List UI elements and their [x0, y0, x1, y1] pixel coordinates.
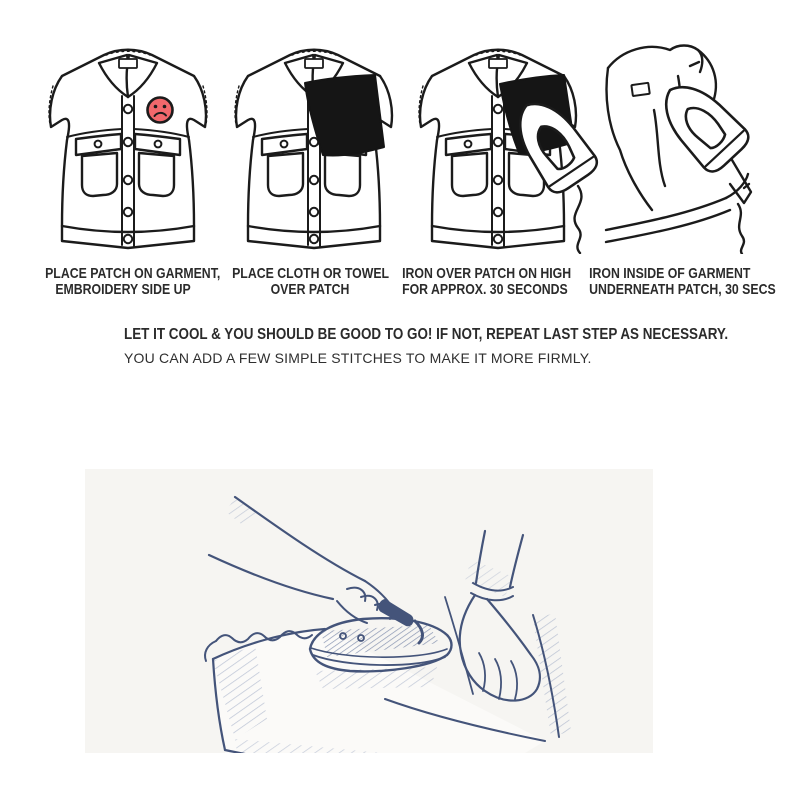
- vest-icon: [49, 50, 207, 248]
- ironing-sketch-drawing: [85, 469, 653, 753]
- power-cord-line: [738, 204, 744, 254]
- caption-line: IRON INSIDE OF GARMENT: [589, 265, 751, 282]
- caption-line: PLACE CLOTH OR TOWEL: [232, 265, 390, 282]
- caption-line: EMBROIDERY SIDE UP: [55, 280, 191, 298]
- caption-line: UNDERNEATH PATCH, 30 SECS: [589, 280, 776, 298]
- garment-inside-out-icon: [607, 46, 716, 211]
- step2-caption: [232, 266, 388, 297]
- left-hand-on-iron: [209, 497, 391, 623]
- note-line-1: LET IT COOL & YOU SHOULD BE GOOD TO GO! IF NOT, REPEAT LAST STEP AS NECESSARY.: [124, 326, 729, 343]
- caption-line: PLACE PATCH ON GARMENT,: [45, 265, 221, 282]
- right-hand-pressing-fabric: [460, 531, 540, 701]
- iron-handle-and-board-lines: [606, 160, 751, 254]
- inside-out-iron-illustration: [598, 34, 768, 254]
- vest-iron-illustration: [408, 34, 608, 254]
- iron-icon: [650, 71, 754, 176]
- step4-caption: [589, 265, 776, 298]
- vest-cloth-illustration: [224, 34, 404, 254]
- vest-patch-illustration: [38, 34, 218, 254]
- caption-line: IRON OVER PATCH ON HIGH: [402, 265, 572, 282]
- patch-icon: [148, 98, 173, 123]
- step3-caption: [402, 265, 572, 298]
- note-line-2: YOU CAN ADD A FEW SIMPLE STITCHES TO MAKE IT MORE FIRMLY.: [124, 350, 592, 366]
- caption-line: OVER PATCH: [270, 280, 350, 298]
- ironing-sketch-image: [85, 469, 653, 753]
- power-cord-line: [575, 186, 582, 253]
- step1-caption: [45, 265, 221, 298]
- iron-heel-handle: [730, 160, 751, 203]
- board-edge-line: [606, 198, 726, 230]
- iron-handle-grip: [378, 599, 413, 626]
- caption-line: FOR APPROX. 30 SECONDS: [402, 280, 568, 298]
